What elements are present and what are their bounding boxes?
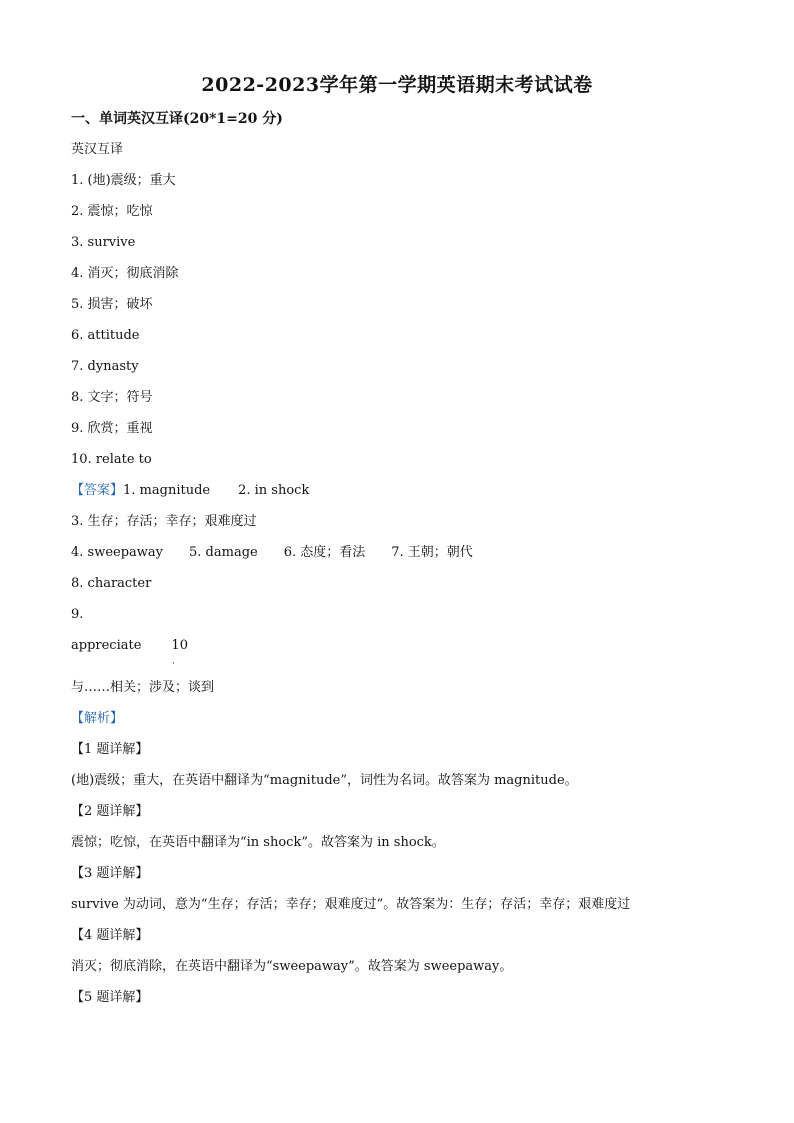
analysis-body-4: 消灭；彻底消除，在英语中翻译为“sweepaway”。故答案为 sweepaway。 (71, 959, 513, 974)
answer-7: 7. 王朝；朝代 (391, 545, 473, 560)
question-4: 4. 消灭；彻底消除 (71, 266, 179, 281)
answer-row-9-10 (71, 637, 188, 655)
question-1: 1. (地)震级；重大 (71, 173, 176, 188)
answer-5: 5. damage (189, 545, 258, 560)
analysis-tag: 【解析】 (71, 711, 124, 726)
question-3: 3. survive (71, 235, 136, 250)
analysis-heading-1: 【1 题详解】 (71, 742, 149, 757)
answer-row-1 (71, 482, 309, 500)
analysis-body-1: (地)震级；重大，在英语中翻译为“magnitude”，词性为名词。故答案为 magnitude。 (71, 773, 578, 788)
answer-1: 1. magnitude (123, 483, 211, 498)
analysis-heading-2: 【2 题详解】 (71, 804, 149, 819)
stray-dot: · (172, 659, 175, 669)
question-7: 7. dynasty (71, 359, 139, 374)
analysis-heading-5: 【5 题详解】 (71, 990, 149, 1005)
analysis-body-2: 震惊；吃惊，在英语中翻译为“in shock”。故答案为 in shock。 (71, 835, 445, 850)
answer-9-word: appreciate (71, 638, 142, 653)
question-8: 8. 文字；符号 (71, 390, 153, 405)
question-2: 2. 震惊；吃惊 (71, 204, 153, 219)
question-5: 5. 损害；破坏 (71, 297, 153, 312)
answer-10-number: 10 (171, 638, 188, 653)
instruction-text: 英汉互译 (71, 142, 124, 157)
analysis-body-3: survive 为动词，意为“生存；存活；幸存；艰难度过”。故答案为：生存；存活；幸存；艰难度过 (71, 897, 631, 912)
answer-8: 8. character (71, 576, 152, 591)
answer-4: 4. sweepaway (71, 545, 164, 560)
section-heading: 一、单词英汉互译(20*1=20 分) (71, 111, 283, 127)
question-9: 9. 欣赏；重视 (71, 421, 153, 436)
analysis-heading-3: 【3 题详解】 (71, 866, 149, 881)
answer-10-text: 与……相关；涉及；谈到 (71, 680, 215, 695)
question-6: 6. attitude (71, 328, 140, 343)
question-10: 10. relate to (71, 452, 152, 467)
answer-9-number: 9. (71, 607, 84, 622)
answer-3: 3. 生存；存活；幸存；艰难度过 (71, 514, 257, 529)
page-title: 2022-2023学年第一学期英语期末考试试卷 (201, 74, 593, 96)
answer-tag: 【答案】 (71, 483, 124, 498)
answer-2: 2. in shock (238, 483, 310, 498)
analysis-heading-4: 【4 题详解】 (71, 928, 149, 943)
answer-row-4-7 (71, 544, 473, 562)
answer-6: 6. 态度；看法 (283, 545, 366, 560)
